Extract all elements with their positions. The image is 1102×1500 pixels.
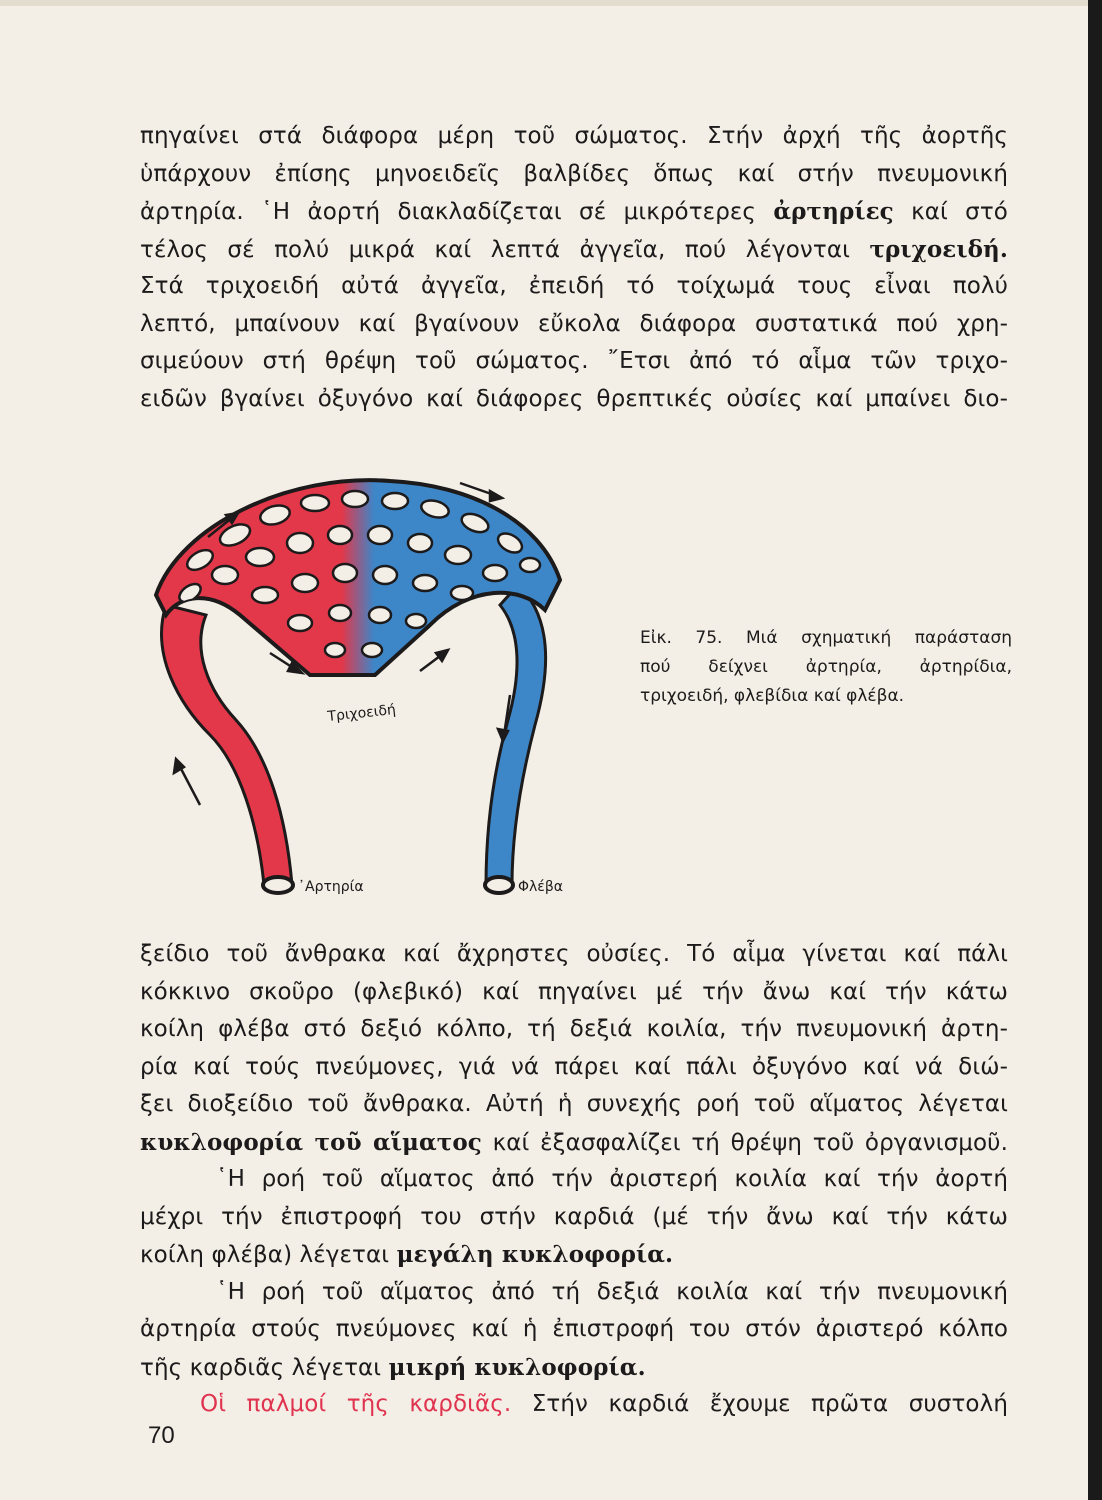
text-line: ῾Η ροή τοῦ αἵματος ἀπό τή δεξιά κοιλία καί τήν πνευμονική	[216, 1278, 1008, 1305]
figure-caption	[640, 624, 1012, 711]
text-line: ἀρτηρία. ῾Η ἀορτή διακλαδίζεται σέ μικρότερες ἀρτηρίες καί στό	[140, 198, 1008, 225]
bold-term-circulation: κυκλοφορία τοῦ αἵματος	[140, 1128, 482, 1156]
page-top-edge	[0, 0, 1102, 6]
vein-opening	[485, 877, 513, 893]
caption-line: τριχοειδή, φλεβίδια καί φλέβα.	[640, 686, 905, 706]
bold-term-capillaries: τριχοειδή.	[869, 235, 1008, 263]
section-heading: Οἱ παλμοί τῆς καρδιᾶς.	[200, 1391, 512, 1417]
text-line: τέλος σέ πολύ μικρά καί λεπτά ἀγγεῖα, πού λέγονται τριχοειδή.	[140, 235, 1008, 263]
text-line: ὑπάρχουν ἐπίσης μηνοειδεῖς βαλβίδες ὅπως καί στήν πνευμονική	[140, 160, 1008, 187]
circulation-figure	[140, 465, 620, 905]
vein-tube	[486, 585, 546, 885]
text-line: πηγαίνει στά διάφορα μέρη τοῦ σώματος. Στήν ἀρχή τῆς ἀορτῆς	[140, 123, 1008, 149]
artery-opening	[263, 877, 293, 893]
bold-term-arteries: ἀρτηρίες	[773, 198, 894, 225]
text-line: μέχρι τήν ἐπιστροφή του στήν καρδιά (μέ τήν ἄνω καί τήν κάτω	[140, 1203, 1008, 1230]
label-capillaries: Τριχοειδή	[326, 701, 397, 725]
label-vein: Φλέβα	[518, 879, 564, 895]
text-line: κόκκινο σκοῦρο (φλεβικό) καί πηγαίνει μέ τήν ἄνω καί τήν κάτω	[140, 978, 1008, 1005]
text-line: κοίλη φλέβα στό δεξιό κόλπο, τή δεξιά κοιλία, τήν πνευμονική ἀρτη-	[140, 1016, 1008, 1042]
page-number: 70	[148, 1422, 175, 1449]
page-binding-edge	[1088, 0, 1102, 1500]
text-line: Στά τριχοειδή αὐτά ἀγγεῖα, ἐπειδή τό τοίχωμά τους εἶναι πολύ	[140, 273, 1008, 299]
text-line: ξει διοξείδιο τοῦ ἄνθρακα. Αὐτή ἡ συνεχής ροή τοῦ αἵματος λέγεται	[140, 1091, 1008, 1117]
caption-line: πού δείχνει ἀρτηρία, ἀρτηρίδια,	[640, 657, 1012, 677]
text-line: ρία καί τούς πνεύμονες, γιά νά πάρει καί πάλι ὀξυγόνο καί νά διώ-	[140, 1053, 1008, 1080]
text-line: σιμεύουν στή θρέψη τοῦ σώματος. ῎Ετσι ἀπό τό αἷμα τῶν τριχο-	[140, 348, 1008, 374]
capillary-diagram	[140, 465, 620, 905]
text-line: λεπτό, μπαίνουν καί βγαίνουν εὔκολα διάφορα συστατικά πού χρη-	[140, 310, 1008, 337]
text-line: ειδῶν βγαίνει ὀξυγόνο καί διάφορες θρεπτικές οὐσίες καί μπαίνει διο-	[140, 385, 1008, 412]
text-line: Οἱ παλμοί τῆς καρδιᾶς. Στήν καρδιά ἔχουμε πρῶτα συστολή	[200, 1391, 1008, 1417]
bold-term-systemic: μεγάλη κυκλοφορία.	[396, 1241, 674, 1268]
text-line: τῆς καρδιᾶς λέγεται μικρή κυκλοφορία.	[140, 1353, 646, 1381]
text-line: ἀρτηρία στούς πνεύμονες καί ἡ ἐπιστροφή του στόν ἀριστερό κόλπο	[140, 1316, 1008, 1342]
label-artery: ᾿Αρτηρία	[298, 879, 364, 895]
text-line: κοίλη φλέβα) λέγεται μεγάλη κυκλοφορία.	[140, 1241, 674, 1268]
text-line: ῾Η ροή τοῦ αἵματος ἀπό τήν ἀριστερή κοιλία καί τήν ἀορτή	[216, 1166, 1008, 1192]
top-paragraph	[140, 118, 1008, 418]
artery-tube	[162, 605, 292, 885]
text-line: κυκλοφορία τοῦ αἵματος καί ἐξασφαλίζει τή θρέψη τοῦ ὀργανισμοῦ.	[140, 1128, 1009, 1156]
text-line: ξείδιο τοῦ ἄνθρακα καί ἄχρηστες οὐσίες. Τό αἷμα γίνεται καί πάλι	[140, 941, 1008, 967]
caption-line: Εἰκ. 75. Μιά σχηματική παράσταση	[640, 628, 1012, 648]
bottom-paragraph	[140, 936, 1008, 1424]
bold-term-pulmonary: μικρή κυκλοφορία.	[388, 1353, 646, 1381]
